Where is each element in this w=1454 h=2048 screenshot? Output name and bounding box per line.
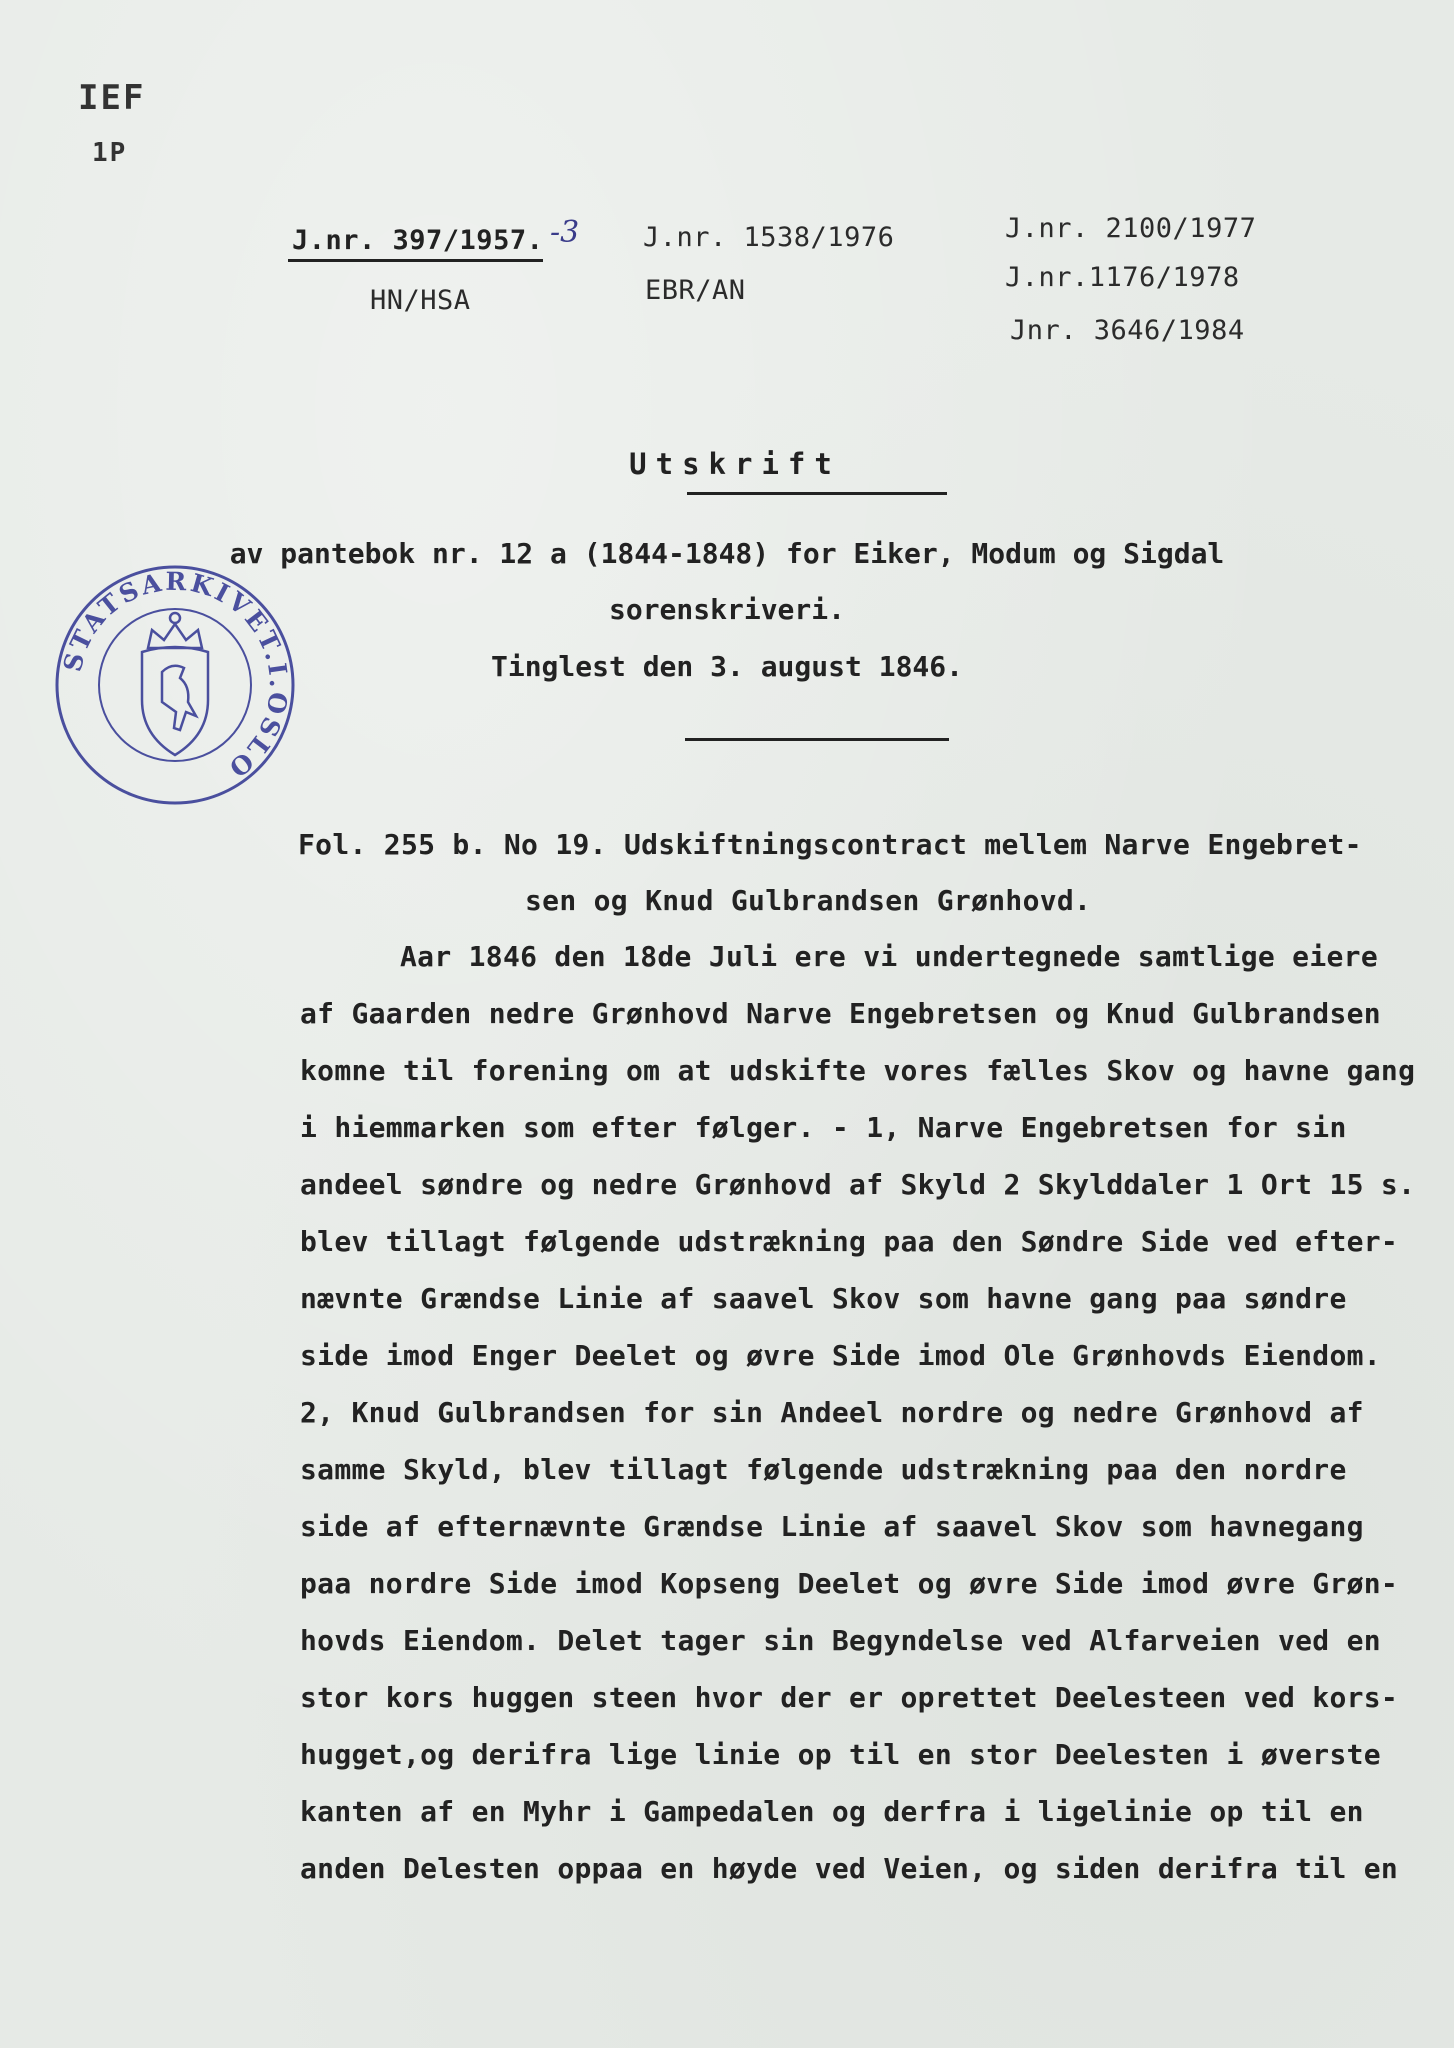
stamp-text: STATSARKIVET.I.OSLO xyxy=(57,566,294,785)
body-line: blev tillagt følgende udstrækning paa den Søndre Side ved efter- xyxy=(300,1225,1399,1258)
handwritten-suffix: -3 xyxy=(550,215,580,250)
body-line: paa nordre Side imod Kopseng Deelet og øvre Side imod øvre Grøn- xyxy=(300,1567,1399,1600)
subtitle-line-3: Tinglest den 3. august 1846. xyxy=(490,650,963,683)
journal-number-underline xyxy=(288,259,543,262)
document-title: Utskrift xyxy=(629,447,841,481)
title-underline xyxy=(687,492,947,495)
body-line: side af efternævnte Grændse Linie af saavel Skov som havnegang xyxy=(300,1510,1364,1543)
margin-mark-middle: 1P xyxy=(92,138,128,168)
journal-number-1984: Jnr. 3646/1984 xyxy=(1010,315,1245,346)
subtitle-underline xyxy=(685,738,949,741)
body-line: af Gaarden nedre Grønhovd Narve Engebretsen og Knud Gulbrandsen xyxy=(300,997,1381,1030)
subtitle-line-1: av pantebok nr. 12 a (1844-1848) for Eiker, Modum og Sigdal xyxy=(229,537,1225,570)
body-line: hovds Eiendom. Delet tager sin Begyndelse ved Alfarveien ved en xyxy=(300,1624,1381,1657)
body-line: kanten af en Myhr i Gampedalen og derfra i ligelinie op til en xyxy=(300,1795,1364,1828)
entry-heading-line-1: Fol. 255 b. No 19. Udskiftningscontract mellem Narve Engebret- xyxy=(298,828,1362,861)
journal-number-1977: J.nr. 2100/1977 xyxy=(1005,213,1257,244)
journal-number-1976: J.nr. 1538/1976 xyxy=(643,222,895,253)
body-line: hugget,og derifra lige linie op til en stor Deelesten i øverste xyxy=(300,1738,1381,1771)
body-line: side imod Enger Deelet og øvre Side imod Ole Grønhovds Eiendom. xyxy=(300,1339,1381,1372)
body-line: anden Delesten oppaa en høyde ved Veien, og siden derifra til en xyxy=(300,1852,1399,1885)
body-line: samme Skyld, blev tillagt følgende udstrækning paa den nordre xyxy=(300,1453,1347,1486)
body-line: andeel søndre og nedre Grønhovd af Skyld 2 Skylddaler 1 Ort 15 s. xyxy=(300,1168,1416,1201)
initials-hn-hsa: HN/HSA xyxy=(370,285,471,316)
margin-mark-top: IEF xyxy=(78,78,146,118)
body-line: stor kors huggen steen hvor der er oprettet Deelesteen ved kors- xyxy=(300,1681,1399,1714)
journal-number-1957: J.nr. 397/1957. xyxy=(292,225,544,256)
entry-heading-line-2: sen og Knud Gulbrandsen Grønhovd. xyxy=(525,884,1092,917)
initials-ebr-an: EBR/AN xyxy=(645,275,746,306)
body-line: Aar 1846 den 18de Juli ere vi undertegnede samtlige eiere xyxy=(400,940,1378,973)
body-line: komne til forening om at udskifte vores fælles Skov og havne gang xyxy=(300,1054,1416,1087)
journal-number-1978: J.nr.1176/1978 xyxy=(1005,262,1240,293)
body-line: nævnte Grændse Linie af saavel Skov som havne gang paa søndre xyxy=(300,1282,1347,1315)
body-line: i hiemmarken som efter følger. - 1, Narve Engebretsen for sin xyxy=(300,1111,1347,1144)
coat-of-arms-icon xyxy=(142,613,208,755)
body-line: 2, Knud Gulbrandsen for sin Andeel nordre og nedre Grønhovd af xyxy=(300,1396,1364,1429)
subtitle-line-2: sorenskriveri. xyxy=(608,593,845,626)
